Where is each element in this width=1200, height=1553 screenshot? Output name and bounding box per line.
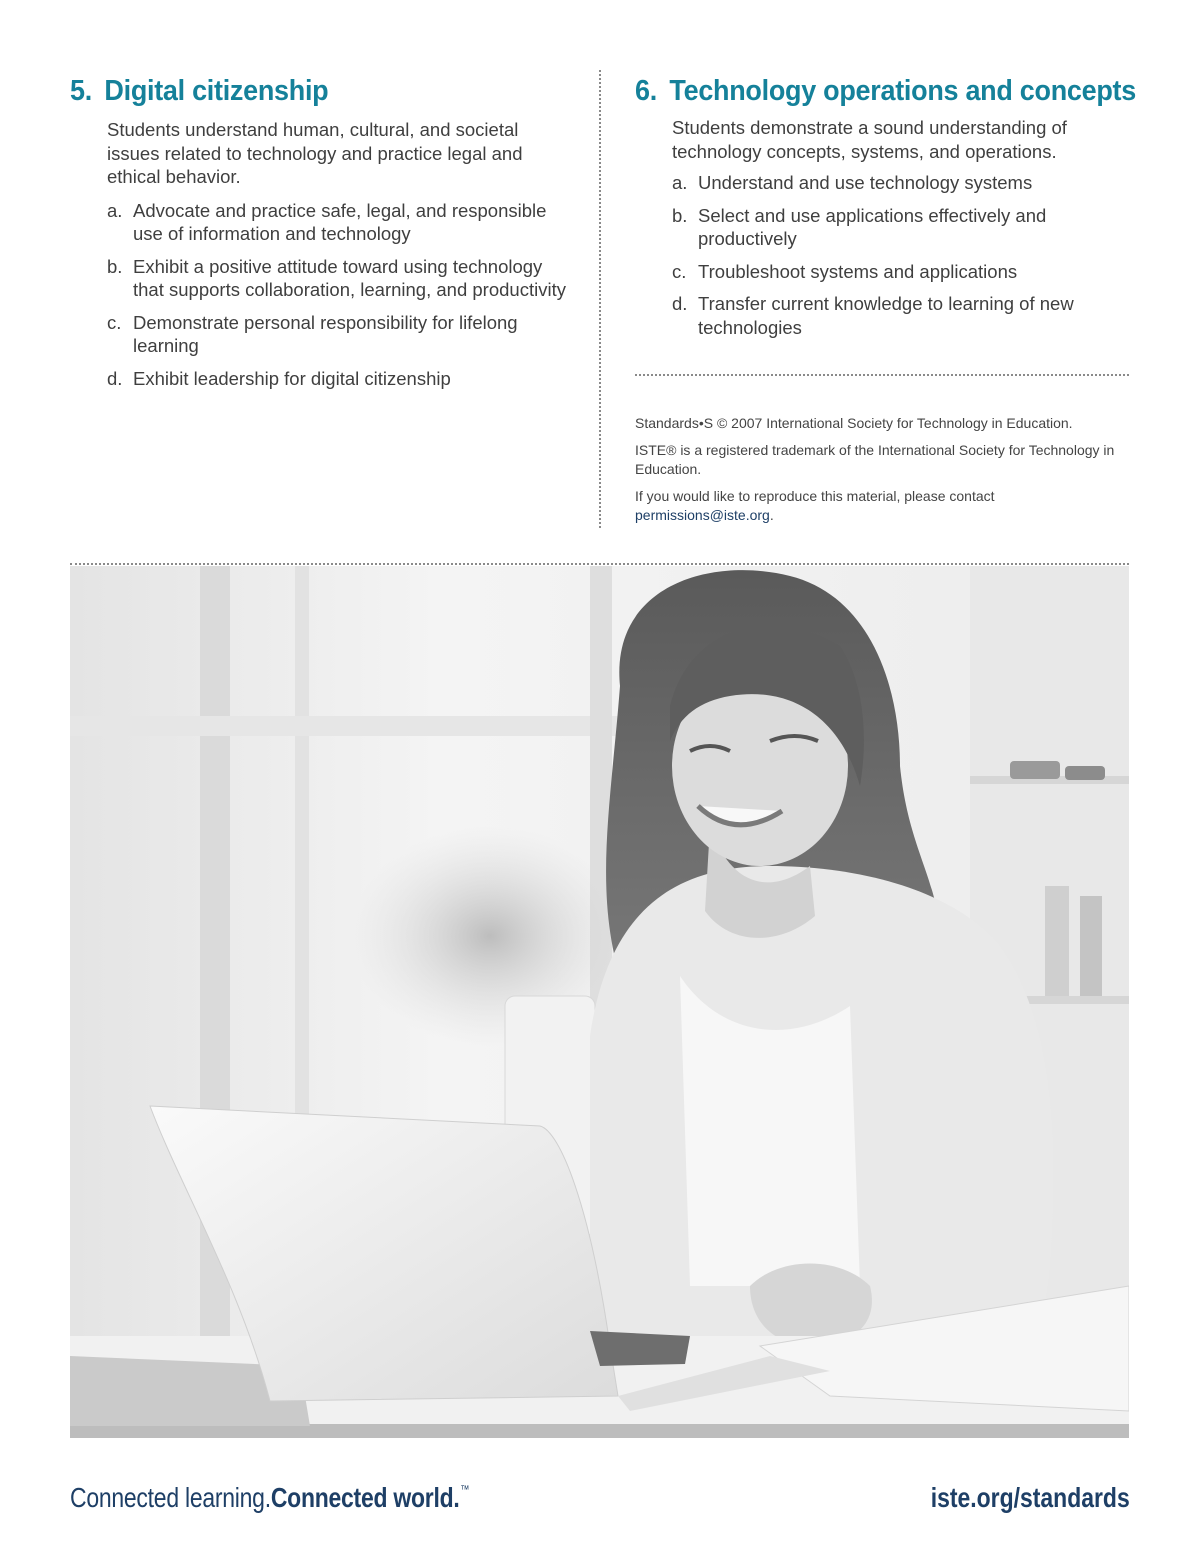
list-item xyxy=(107,311,575,358)
photo-divider xyxy=(70,563,1129,565)
item-letter: a. xyxy=(107,199,123,221)
item-text: Select and use applications effectively and productively xyxy=(698,204,1047,249)
legal-divider xyxy=(635,374,1129,376)
section-title: Technology operations and concepts xyxy=(669,75,1136,107)
section-intro: Students demonstrate a sound understanding of technology concepts, systems, and operations. xyxy=(672,117,1067,162)
item-text: Understand and use technology systems xyxy=(698,172,1033,193)
item-text: Demonstrate personal responsibility for lifelong learning xyxy=(133,311,518,356)
item-letter: b. xyxy=(672,204,688,226)
section-intro: Students understand human, cultural, and societal issues related to technology and practice legal and ethical behavior. xyxy=(107,119,523,187)
section-heading xyxy=(635,72,1136,110)
footer-tagline xyxy=(70,1482,469,1514)
section-number: 6. xyxy=(635,75,657,107)
item-letter: d. xyxy=(672,293,688,314)
item-letter: a. xyxy=(672,172,688,193)
item-letter: c. xyxy=(672,260,687,282)
list-item xyxy=(672,204,1135,251)
list-item xyxy=(107,367,575,391)
tagline-regular: Connected learning. xyxy=(70,1482,271,1513)
trademark-notice: ISTE® is a registered trademark of the International Society for Technology in Education. xyxy=(635,442,1115,477)
contact-suffix: . xyxy=(769,507,774,523)
item-text: Exhibit leadership for digital citizenship xyxy=(133,367,451,389)
list-item xyxy=(107,255,575,302)
contact-text: If you would like to reproduce this material, please contact xyxy=(635,488,995,504)
list-item xyxy=(672,292,1135,339)
trademark-symbol: ™ xyxy=(460,1484,470,1496)
item-text: Transfer current knowledge to learning of new technologies xyxy=(698,293,1074,338)
section-digital-citizenship xyxy=(70,72,575,399)
item-list xyxy=(107,199,575,391)
list-item xyxy=(107,199,575,246)
item-letter: c. xyxy=(107,311,122,333)
legal-notice xyxy=(635,414,1145,533)
item-text: Troubleshoot systems and applications xyxy=(698,260,1018,282)
section-number: 5. xyxy=(70,75,92,107)
list-item xyxy=(672,260,1135,284)
vertical-divider xyxy=(599,70,601,528)
contact-email-link[interactable]: permissions@iste.org xyxy=(635,507,770,523)
contact-notice xyxy=(635,487,1145,525)
section-title: Digital citizenship xyxy=(104,75,329,107)
list-item xyxy=(672,171,1135,195)
section-technology-operations xyxy=(635,72,1135,348)
item-letter: d. xyxy=(107,367,123,389)
item-text: Exhibit a positive attitude toward using technology that supports collaboration, learning, and productivity xyxy=(133,255,566,300)
copyright-notice: Standards•S © 2007 International Society for Technology in Education. xyxy=(635,415,1073,431)
student-laptop-photo xyxy=(70,566,1129,1438)
standards-url-link[interactable]: iste.org/standards xyxy=(930,1482,1130,1513)
tagline-bold: Connected world. xyxy=(270,1482,460,1513)
item-text: Advocate and practice safe, legal, and responsible use of information and technology xyxy=(133,199,547,244)
item-letter: b. xyxy=(107,255,123,277)
photo-illustration xyxy=(70,566,1129,1438)
section-heading xyxy=(70,72,540,110)
item-list xyxy=(672,171,1135,339)
